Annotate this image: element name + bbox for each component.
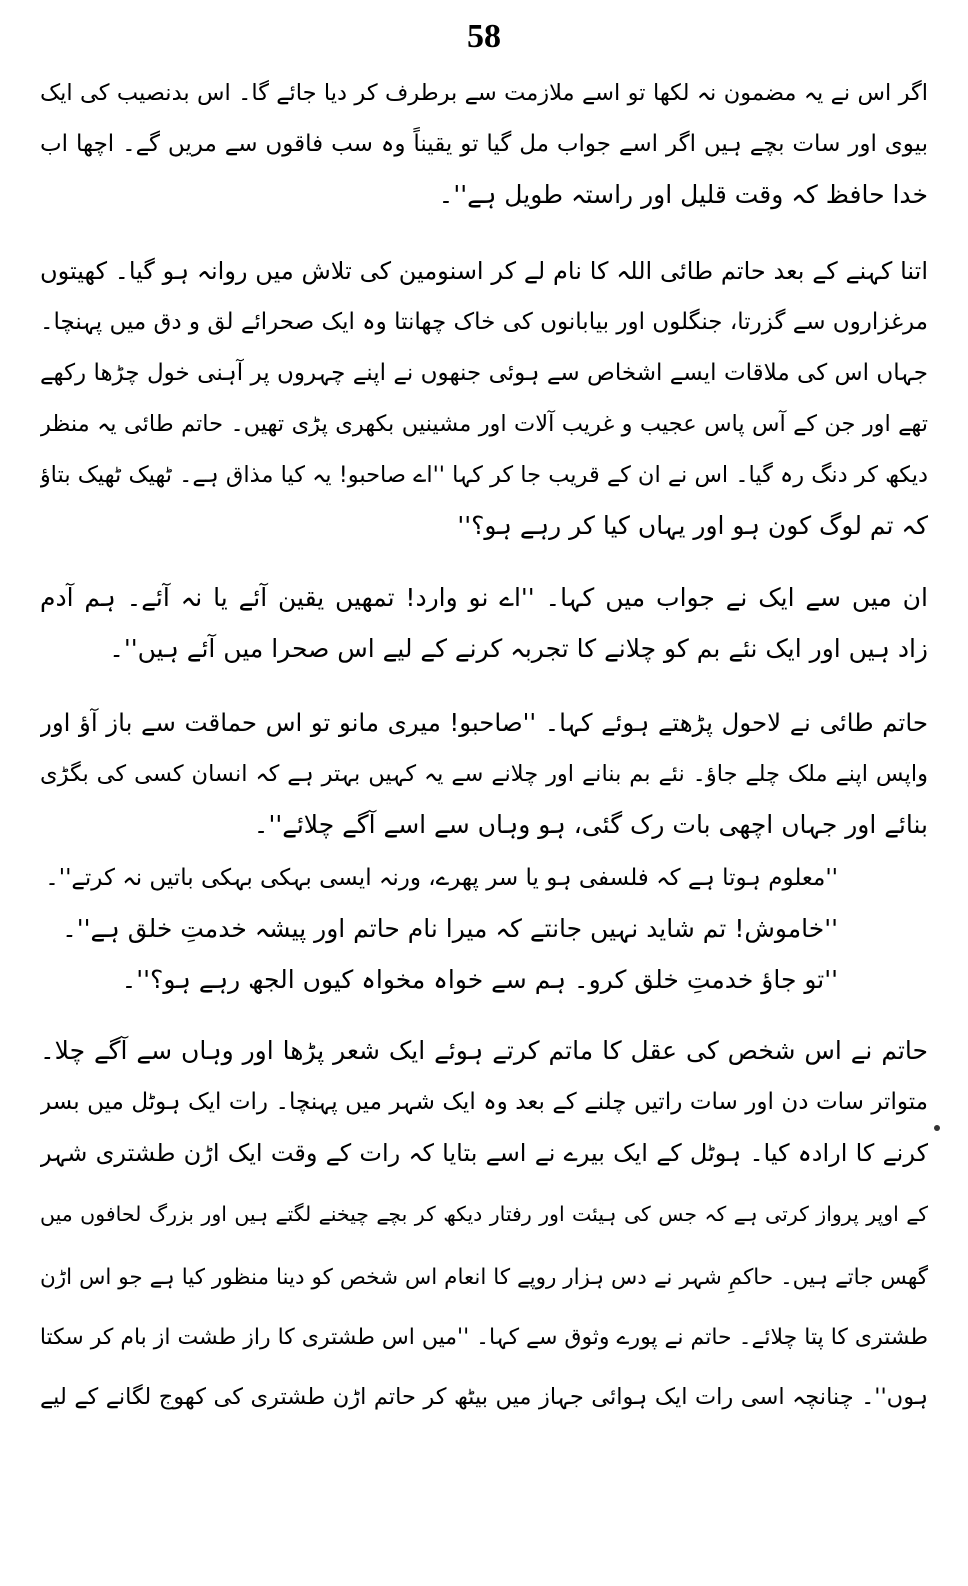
text-line: بیوی اور سات بچے ہیں اگر اسے جواب مل گیا تو یقیناً وہ سب فاقوں سے مریں گے۔ اچھا اب — [40, 131, 928, 157]
text-line: گھس جاتے ہیں۔ حاکمِ شہر نے دس ہزار روپے کا انعام اس شخص کو دینا منظور کیا ہے جو اس اڑن — [40, 1265, 928, 1290]
text-line: زاد ہیں اور ایک نئے بم کو چلانے کا تجربہ کرنے کے لیے اس صحرا میں آئے ہیں''۔ — [109, 634, 928, 663]
text-line: کے اوپر پرواز کرتی ہے کہ جس کی ہیئت اور رفتار دیکھ کر بچے چیخنے لگتے ہیں اور بزرگ لحافوں میں — [40, 1202, 928, 1226]
text-line: ''معلوم ہوتا ہے کہ فلسفی ہو یا سر پھرے، ورنہ ایسی بہکی بہکی باتیں نہ کرتے''۔ — [45, 865, 838, 891]
text-line: اگر اس نے یہ مضمون نہ لکھا تو اسے ملازمت سے برطرف کر دیا جائے گا۔ اس بدنصیب کی ایک — [40, 80, 928, 106]
text-line: ''خاموش! تم شاید نہیں جانتے کہ میرا نام حاتم اور پیشہ خدمتِ خلق ہے''۔ — [62, 914, 838, 943]
text-line: حاتم طائی نے لاحول پڑھتے ہوئے کہا۔ ''صاحبو! میری مانو تو اس حماقت سے باز آؤ اور — [40, 708, 928, 737]
text-line: خدا حافظ کہ وقت قلیل اور راستہ طویل ہے''۔ — [438, 180, 928, 209]
text-line: تھے اور جن کے آس پاس عجیب و غریب آلات اور مشینیں بکھری پڑی تھیں۔ حاتم طائی یہ منظر — [40, 411, 928, 437]
scan-speck — [934, 1125, 940, 1131]
text-line: کہ تم لوگ کون ہو اور یہاں کیا کر رہے ہو؟'' — [457, 511, 928, 540]
text-line: متواتر سات دن اور سات راتیں چلنے کے بعد وہ ایک شہر میں پہنچا۔ رات ایک ہوٹل میں بسر — [40, 1089, 928, 1115]
text-line: ان میں سے ایک نے جواب میں کہا۔ ''اے نو وارد! تمھیں یقین آئے یا نہ آئے۔ ہم آدم — [40, 583, 928, 612]
text-line: دیکھ کر دنگ رہ گیا۔ اس نے ان کے قریب جا کر کہا ''اے صاحبو! یہ کیا مذاق ہے۔ ٹھیک ٹھیک بتاؤ — [40, 462, 928, 488]
text-line: جہاں اس کی ملاقات ایسے اشخاص سے ہوئی جنھوں نے اپنے چہروں پر آہنی خول چڑھا رکھے — [40, 360, 928, 386]
text-line: کرنے کا ارادہ کیا۔ ہوٹل کے ایک بیرے نے اسے بتایا کہ رات کے وقت ایک اڑن طشتری شہر — [40, 1139, 928, 1167]
text-line: واپس اپنے ملک چلے جاؤ۔ نئے بم بنانے اور چلانے سے یہ کہیں بہتر ہے کہ انسان کسی کی بگڑی — [40, 761, 928, 787]
text-line: حاتم نے اس شخص کی عقل کا ماتم کرتے ہوئے ایک شعر پڑھا اور وہاں سے آگے چلا۔ — [40, 1036, 928, 1065]
text-line: اتنا کہنے کے بعد حاتم طائی اللہ کا نام لے کر اسنومین کی تلاش میں روانہ ہو گیا۔ کھیتوں — [40, 257, 928, 285]
text-line: ہوں''۔ چنانچہ اسی رات ایک ہوائی جہاز میں بیٹھ کر حاتم اڑن طشتری کی کھوج لگانے کے لیے — [40, 1384, 928, 1410]
text-line: بنائے اور جہاں اچھی بات رک گئی، ہو وہاں سے اسے آگے چلائے''۔ — [253, 810, 928, 839]
page-number: 58 — [467, 18, 501, 55]
text-line: مرغزاروں سے گزرتا، جنگلوں اور بیابانوں کی خاک چھانتا وہ ایک صحرائے لق و دق میں پہنچا۔ — [40, 309, 928, 335]
text-line: ''تو جاؤ خدمتِ خلق کرو۔ ہم سے خواہ مخواہ کیوں الجھ رہے ہو؟''۔ — [121, 965, 838, 994]
text-line: طشتری کا پتا چلائے۔ حاتم نے پورے وثوق سے کہا۔ ''میں اس طشتری کا راز طشت از بام کر سکتا — [40, 1325, 928, 1350]
